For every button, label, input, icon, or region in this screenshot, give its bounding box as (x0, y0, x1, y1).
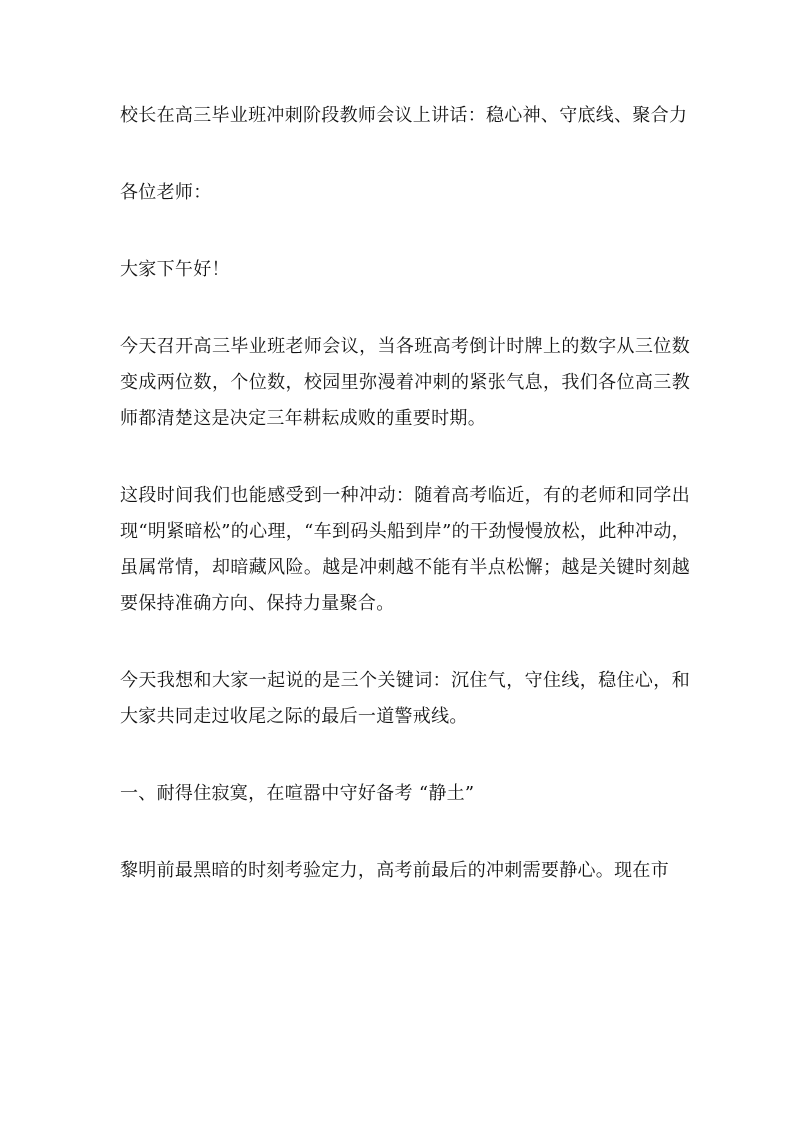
greeting: 大家下午好！ (120, 259, 230, 280)
document-page (120, 98, 690, 889)
salutation: 各位老师： (120, 182, 212, 203)
section-paragraph: 黎明前最黑暗的时刻考验定力，高考前最后的冲刺需要静心。现在市 (120, 860, 669, 881)
body-paragraph: 今天召开高三毕业班老师会议，当各班高考倒计时牌上的数字从三位数变成两位数，个位数，校园里弥漫着冲刺的紧张气息，我们各位高三教师都清楚这是决定三年耕耘成败的重要时期。 (120, 336, 690, 429)
section-heading: 一、耐得住寂寞，在喧嚣中守好备考 “静土” (120, 783, 475, 804)
body-paragraph: 今天我想和大家一起说的是三个关键词：沉住气，守住线，稳住心，和大家共同走过收尾之际的最后一道警戒线。 (120, 670, 690, 727)
document-title: 校长在高三毕业班冲刺阶段教师会议上讲话：稳心神、守底线、聚合力 (120, 105, 688, 126)
body-paragraph: 这段时间我们也能感受到一种冲动：随着高考临近，有的老师和同学出现“明紧暗松”的心理，“车到码头船到岸”的干劲慢慢放松，此种冲动，虽属常情，却暗藏风险。越是冲刺越不能有半点松懈；越是关键时刻越要保持准确方向、保持力量聚合。 (120, 485, 690, 614)
